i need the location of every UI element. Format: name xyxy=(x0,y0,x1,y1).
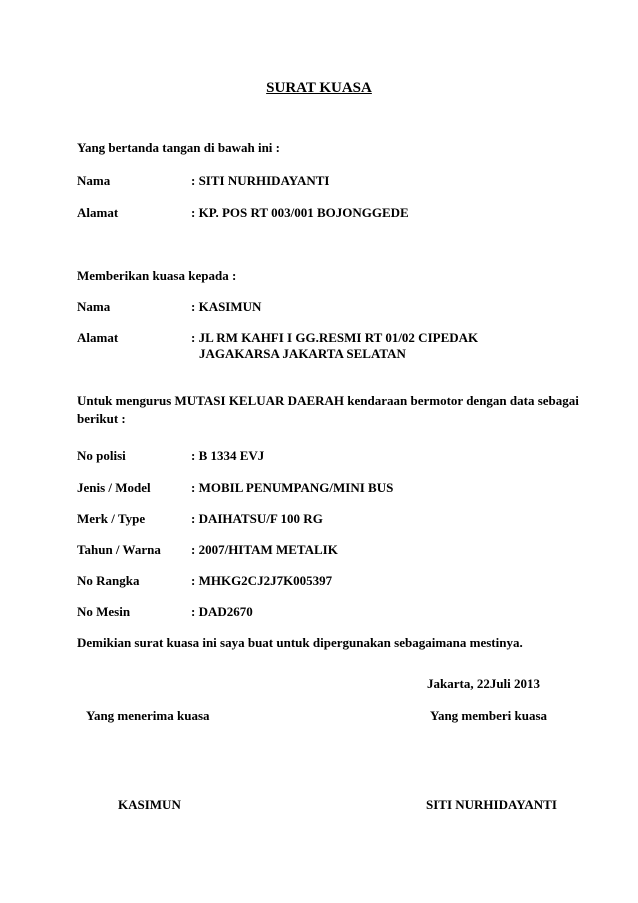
giver-name: SITI NURHIDAYANTI xyxy=(426,797,557,812)
vehicle-label: Tahun / Warna xyxy=(77,542,161,557)
place-date: Jakarta, 22Juli 2013 xyxy=(427,676,541,691)
grantor-address-value: : KP. POS RT 003/001 BOJONGGEDE xyxy=(191,205,409,220)
vehicle-value: : DAD2670 xyxy=(191,604,253,619)
purpose-paragraph: Untuk mengurus MUTASI KELUAR DAERAH kendaraan bermotor dengan data sebagai berikut : xyxy=(77,393,579,426)
vehicle-label: No Mesin xyxy=(77,604,131,619)
intro-text: Yang bertanda tangan di bawah ini : xyxy=(77,140,280,155)
vehicle-label: No polisi xyxy=(77,448,126,463)
grantee-address-label: Alamat xyxy=(77,330,119,345)
grantee-name-label: Nama xyxy=(77,299,111,314)
vehicle-label: No Rangka xyxy=(77,573,140,588)
grant-heading: Memberikan kuasa kepada : xyxy=(77,268,237,283)
vehicle-value: : MOBIL PENUMPANG/MINI BUS xyxy=(191,480,394,495)
vehicle-label: Jenis / Model xyxy=(77,480,151,495)
closing-text: Demikian surat kuasa ini saya buat untuk dipergunakan sebagaimana mestinya. xyxy=(77,635,523,650)
grantee-name-value: : KASIMUN xyxy=(191,299,262,314)
grantor-address-label: Alamat xyxy=(77,205,119,220)
receiver-caption: Yang menerima kuasa xyxy=(86,708,210,723)
giver-caption: Yang memberi kuasa xyxy=(430,708,548,723)
vehicle-value: : MHKG2CJ2J7K005397 xyxy=(191,573,333,588)
grantee-address-line1: : JL RM KAHFI I GG.RESMI RT 01/02 CIPEDAK xyxy=(191,330,479,345)
vehicle-label: Merk / Type xyxy=(77,511,146,526)
vehicle-value: : B 1334 EVJ xyxy=(191,448,265,463)
document-title: SURAT KUASA xyxy=(266,80,372,96)
receiver-name: KASIMUN xyxy=(118,797,181,812)
vehicle-value: : 2007/HITAM METALIK xyxy=(191,542,338,557)
grantor-name-value: : SITI NURHIDAYANTI xyxy=(191,173,330,188)
grantee-address-line2: JAGAKARSA JAKARTA SELATAN xyxy=(199,346,406,361)
vehicle-value: : DAIHATSU/F 100 RG xyxy=(191,511,323,526)
grantor-name-label: Nama xyxy=(77,173,111,188)
